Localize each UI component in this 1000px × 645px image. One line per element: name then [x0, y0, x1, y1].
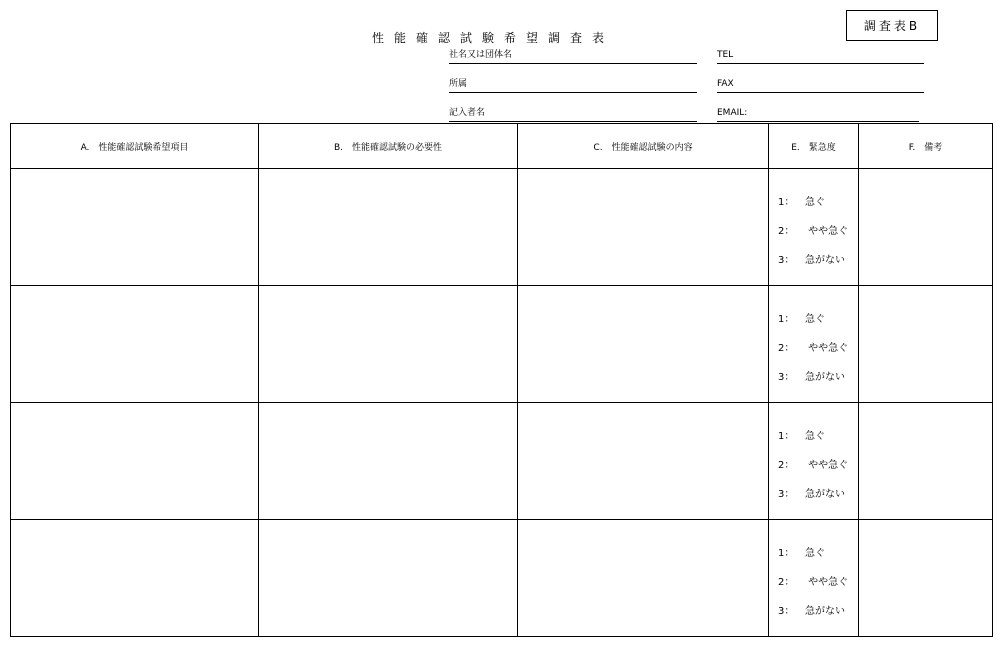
- fax-label: FAX: [717, 79, 734, 89]
- cell-item[interactable]: [11, 520, 259, 637]
- urgency-option-number: 2：: [778, 460, 795, 471]
- urgency-option-number: 3：: [778, 255, 795, 266]
- urgency-option[interactable]: [778, 488, 858, 517]
- urgency-option-label: やや急ぐ: [805, 343, 849, 354]
- tel-label: TEL: [717, 50, 734, 60]
- survey-table: [10, 123, 993, 637]
- writer-field[interactable]: [449, 109, 697, 122]
- company-name-field[interactable]: [449, 51, 697, 64]
- column-header-b: B. 性能確認試験の必要性: [259, 124, 518, 169]
- column-header-e: E. 緊急度: [769, 124, 859, 169]
- urgency-option-number: 1：: [778, 548, 795, 559]
- department-label: 所属: [449, 79, 468, 89]
- urgency-options: [769, 169, 858, 283]
- cell-item[interactable]: [11, 286, 259, 403]
- urgency-option-label: 急がない: [805, 372, 845, 383]
- urgency-option-label: 急がない: [805, 255, 845, 266]
- urgency-option-label: 急ぐ: [805, 314, 825, 325]
- urgency-option-number: 3：: [778, 372, 795, 383]
- urgency-option-number: 1：: [778, 197, 795, 208]
- email-field[interactable]: [717, 109, 919, 122]
- urgency-option[interactable]: [778, 430, 858, 459]
- department-field[interactable]: [449, 80, 697, 93]
- urgency-option[interactable]: [778, 342, 858, 371]
- urgency-option-label: やや急ぐ: [805, 577, 849, 588]
- cell-remarks[interactable]: [859, 403, 993, 520]
- column-header-c: C. 性能確認試験の内容: [518, 124, 769, 169]
- urgency-option-number: 2：: [778, 343, 795, 354]
- cell-item[interactable]: [11, 403, 259, 520]
- table-body: [11, 169, 993, 637]
- column-header-a: A. 性能確認試験希望項目: [11, 124, 259, 169]
- cell-urgency: [769, 403, 859, 520]
- cell-remarks[interactable]: [859, 169, 993, 286]
- page-title: 性能確認試験希望調査表: [372, 31, 615, 45]
- table-row: [11, 520, 993, 637]
- cell-necessity[interactable]: [259, 403, 518, 520]
- writer-label: 記入者名: [449, 108, 486, 118]
- table-row: [11, 403, 993, 520]
- urgency-option-label: 急ぐ: [805, 548, 825, 559]
- cell-urgency: [769, 286, 859, 403]
- urgency-option-number: 1：: [778, 431, 795, 442]
- table-row: [11, 169, 993, 286]
- urgency-option-label: 急がない: [805, 489, 845, 500]
- urgency-option[interactable]: [778, 313, 858, 342]
- email-label: EMAIL:: [717, 108, 748, 118]
- urgency-option-number: 2：: [778, 577, 795, 588]
- urgency-option-label: やや急ぐ: [805, 226, 849, 237]
- urgency-option-number: 1：: [778, 314, 795, 325]
- urgency-options: [769, 286, 858, 400]
- urgency-option[interactable]: [778, 459, 858, 488]
- table-row: [11, 286, 993, 403]
- cell-item[interactable]: [11, 169, 259, 286]
- urgency-option-label: 急ぐ: [805, 197, 825, 208]
- cell-remarks[interactable]: [859, 286, 993, 403]
- cell-urgency: [769, 520, 859, 637]
- form-id-box: 調査表B: [846, 10, 938, 41]
- column-header-f: F. 備考: [859, 124, 993, 169]
- urgency-option[interactable]: [778, 547, 858, 576]
- urgency-option[interactable]: [778, 225, 858, 254]
- table-header-row: [11, 124, 993, 169]
- urgency-option[interactable]: [778, 605, 858, 634]
- tel-field[interactable]: [717, 51, 924, 64]
- urgency-options: [769, 403, 858, 517]
- urgency-option-label: 急がない: [805, 606, 845, 617]
- cell-content[interactable]: [518, 520, 769, 637]
- cell-content[interactable]: [518, 403, 769, 520]
- cell-remarks[interactable]: [859, 520, 993, 637]
- urgency-option-label: 急ぐ: [805, 431, 825, 442]
- fax-field[interactable]: [717, 80, 924, 93]
- urgency-option[interactable]: [778, 196, 858, 225]
- cell-necessity[interactable]: [259, 520, 518, 637]
- cell-urgency: [769, 169, 859, 286]
- urgency-option-number: 3：: [778, 489, 795, 500]
- cell-necessity[interactable]: [259, 286, 518, 403]
- urgency-option[interactable]: [778, 576, 858, 605]
- urgency-option-number: 2：: [778, 226, 795, 237]
- urgency-options: [769, 520, 858, 634]
- cell-content[interactable]: [518, 286, 769, 403]
- urgency-option-label: やや急ぐ: [805, 460, 849, 471]
- cell-necessity[interactable]: [259, 169, 518, 286]
- urgency-option[interactable]: [778, 371, 858, 400]
- urgency-option[interactable]: [778, 254, 858, 283]
- cell-content[interactable]: [518, 169, 769, 286]
- urgency-option-number: 3：: [778, 606, 795, 617]
- company-name-label: 社名又は団体名: [449, 50, 513, 60]
